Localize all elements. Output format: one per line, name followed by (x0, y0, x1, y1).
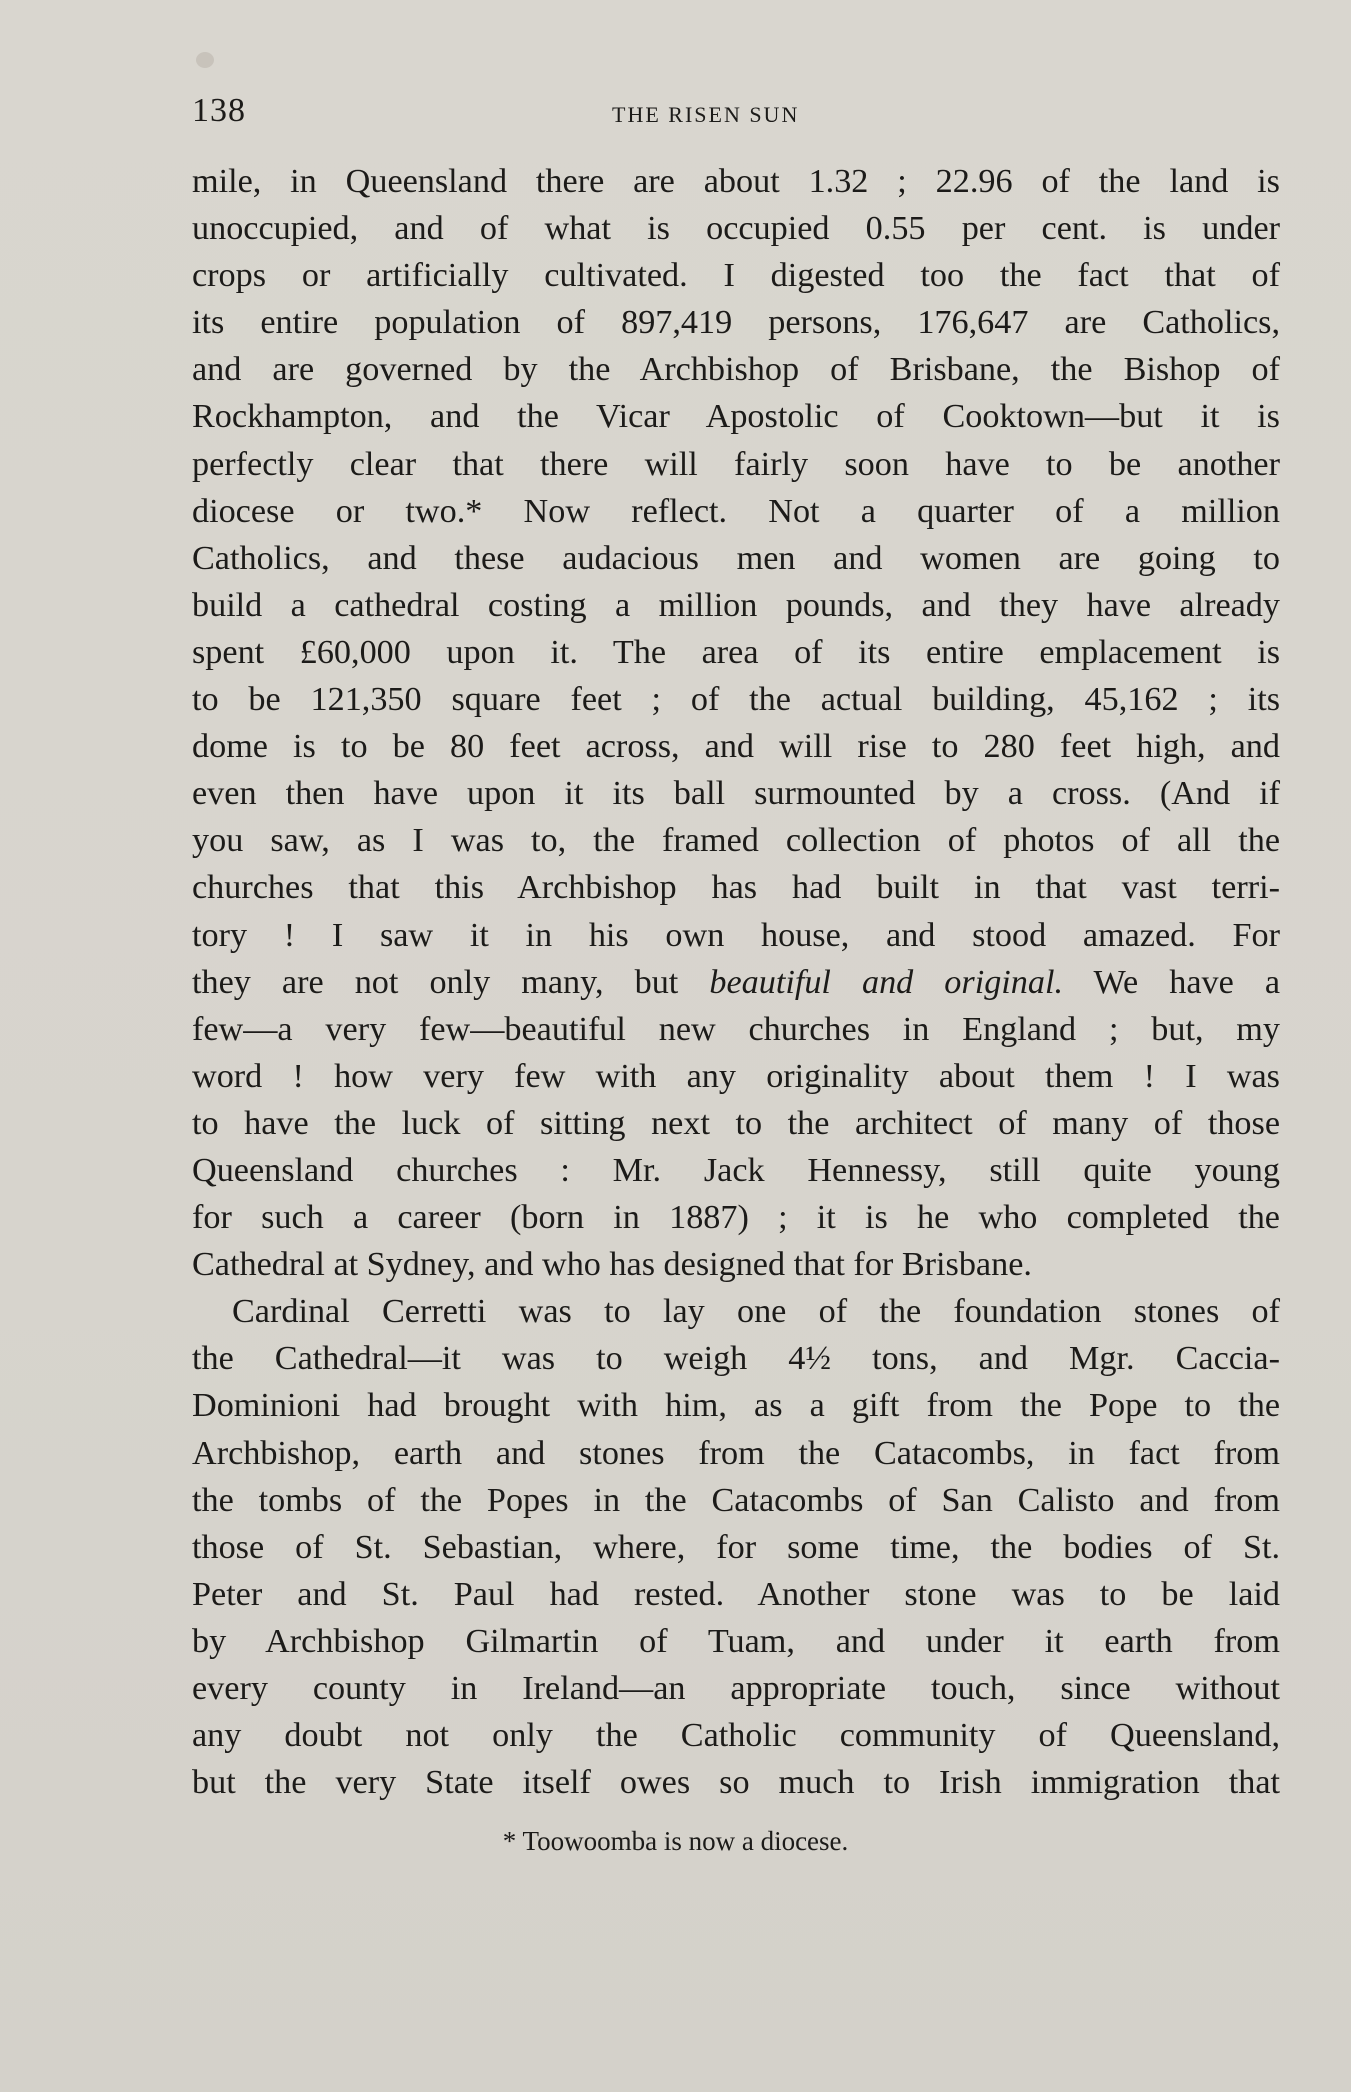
text-line: churches that this Archbishop has had built in that vast terri- (192, 869, 1280, 907)
text-line: diocese or two.* Now reflect. Not a quarter of a million (192, 492, 1280, 530)
text-line: you saw, as I was to, the framed collection of photos of all the (192, 822, 1280, 860)
text-line: unoccupied, and of what is occupied 0.55 per cent. is under (192, 210, 1280, 248)
text-line: mile, in Queensland there are about 1.32 ; 22.96 of the land is (192, 163, 1280, 200)
text-line: the Cathedral—it was to weigh 4½ tons, and Mgr. Caccia- (192, 1340, 1280, 1378)
text-line: Cathedral at Sydney, and who has designed that for Brisbane. (192, 1246, 1032, 1284)
text-line: Queensland churches : Mr. Jack Hennessy, still quite young (192, 1151, 1280, 1189)
text-line: build a cathedral costing a million pounds, and they have already (192, 586, 1280, 624)
footnote: * Toowoomba is now a diocese. (502, 1826, 849, 1856)
text-line: Dominioni had brought with him, as a gift from the Pope to the (192, 1387, 1280, 1425)
text-line: tory ! I saw it in his own house, and stood amazed. For (192, 916, 1280, 954)
text-line: Cardinal Cerretti was to lay one of the foundation stones of (232, 1293, 1280, 1331)
text-line: its entire population of 897,419 persons, 176,647 are Catholics, (192, 304, 1280, 342)
text-segment: they are not only many, but (192, 963, 710, 1001)
running-title: THE RISEN SUN (612, 102, 800, 127)
text-line: those of St. Sebastian, where, for some time, the bodies of St. (192, 1528, 1280, 1566)
text-line: Catholics, and these audacious men and women are going to (192, 539, 1280, 577)
text-line: for such a career (born in 1887) ; it is he who completed the (192, 1199, 1280, 1237)
text-line: to be 121,350 square feet ; of the actual building, 45,162 ; its (192, 681, 1280, 719)
page-header (192, 92, 1280, 142)
text-line: but the very State itself owes so much to Irish immigration that (192, 1764, 1280, 1802)
text-line: every county in Ireland—an appropriate touch, since without (192, 1670, 1280, 1707)
text-line: Peter and St. Paul had rested. Another stone was to be laid (192, 1575, 1280, 1613)
text-line: the tombs of the Popes in the Catacombs of San Calisto and from (192, 1481, 1280, 1519)
text-line: dome is to be 80 feet across, and will rise to 280 feet high, and (192, 728, 1280, 766)
page-number: 138 (192, 92, 246, 129)
text-line-with-italic (192, 959, 1280, 1006)
text-line: Archbishop, earth and stones from the Catacombs, in fact from (192, 1434, 1280, 1472)
text-line: to have the luck of sitting next to the architect of many of those (192, 1104, 1280, 1142)
text-line: crops or artificially cultivated. I digested too the fact that of (192, 257, 1280, 295)
text-line: word ! how very few with any originality about them ! I was (192, 1057, 1280, 1095)
page-smudge (196, 52, 214, 68)
text-line: any doubt not only the Catholic community of Queensland, (192, 1717, 1280, 1755)
text-line: spent £60,000 upon it. The area of its entire emplacement is (192, 633, 1280, 671)
text-segment: We have a (1063, 963, 1281, 1001)
text-line: perfectly clear that there will fairly soon have to be another (192, 445, 1280, 483)
text-line: by Archbishop Gilmartin of Tuam, and under it earth from (192, 1622, 1280, 1660)
body-text (192, 158, 1280, 1806)
text-line: Rockhampton, and the Vicar Apostolic of Cooktown—but it is (192, 398, 1280, 436)
text-line: few—a very few—beautiful new churches in England ; but, my (192, 1010, 1280, 1048)
text-line: even then have upon it its ball surmounted by a cross. (And if (192, 775, 1280, 813)
italic-phrase: beautiful and original. (709, 963, 1064, 1001)
text-line: and are governed by the Archbishop of Brisbane, the Bishop of (192, 351, 1280, 389)
